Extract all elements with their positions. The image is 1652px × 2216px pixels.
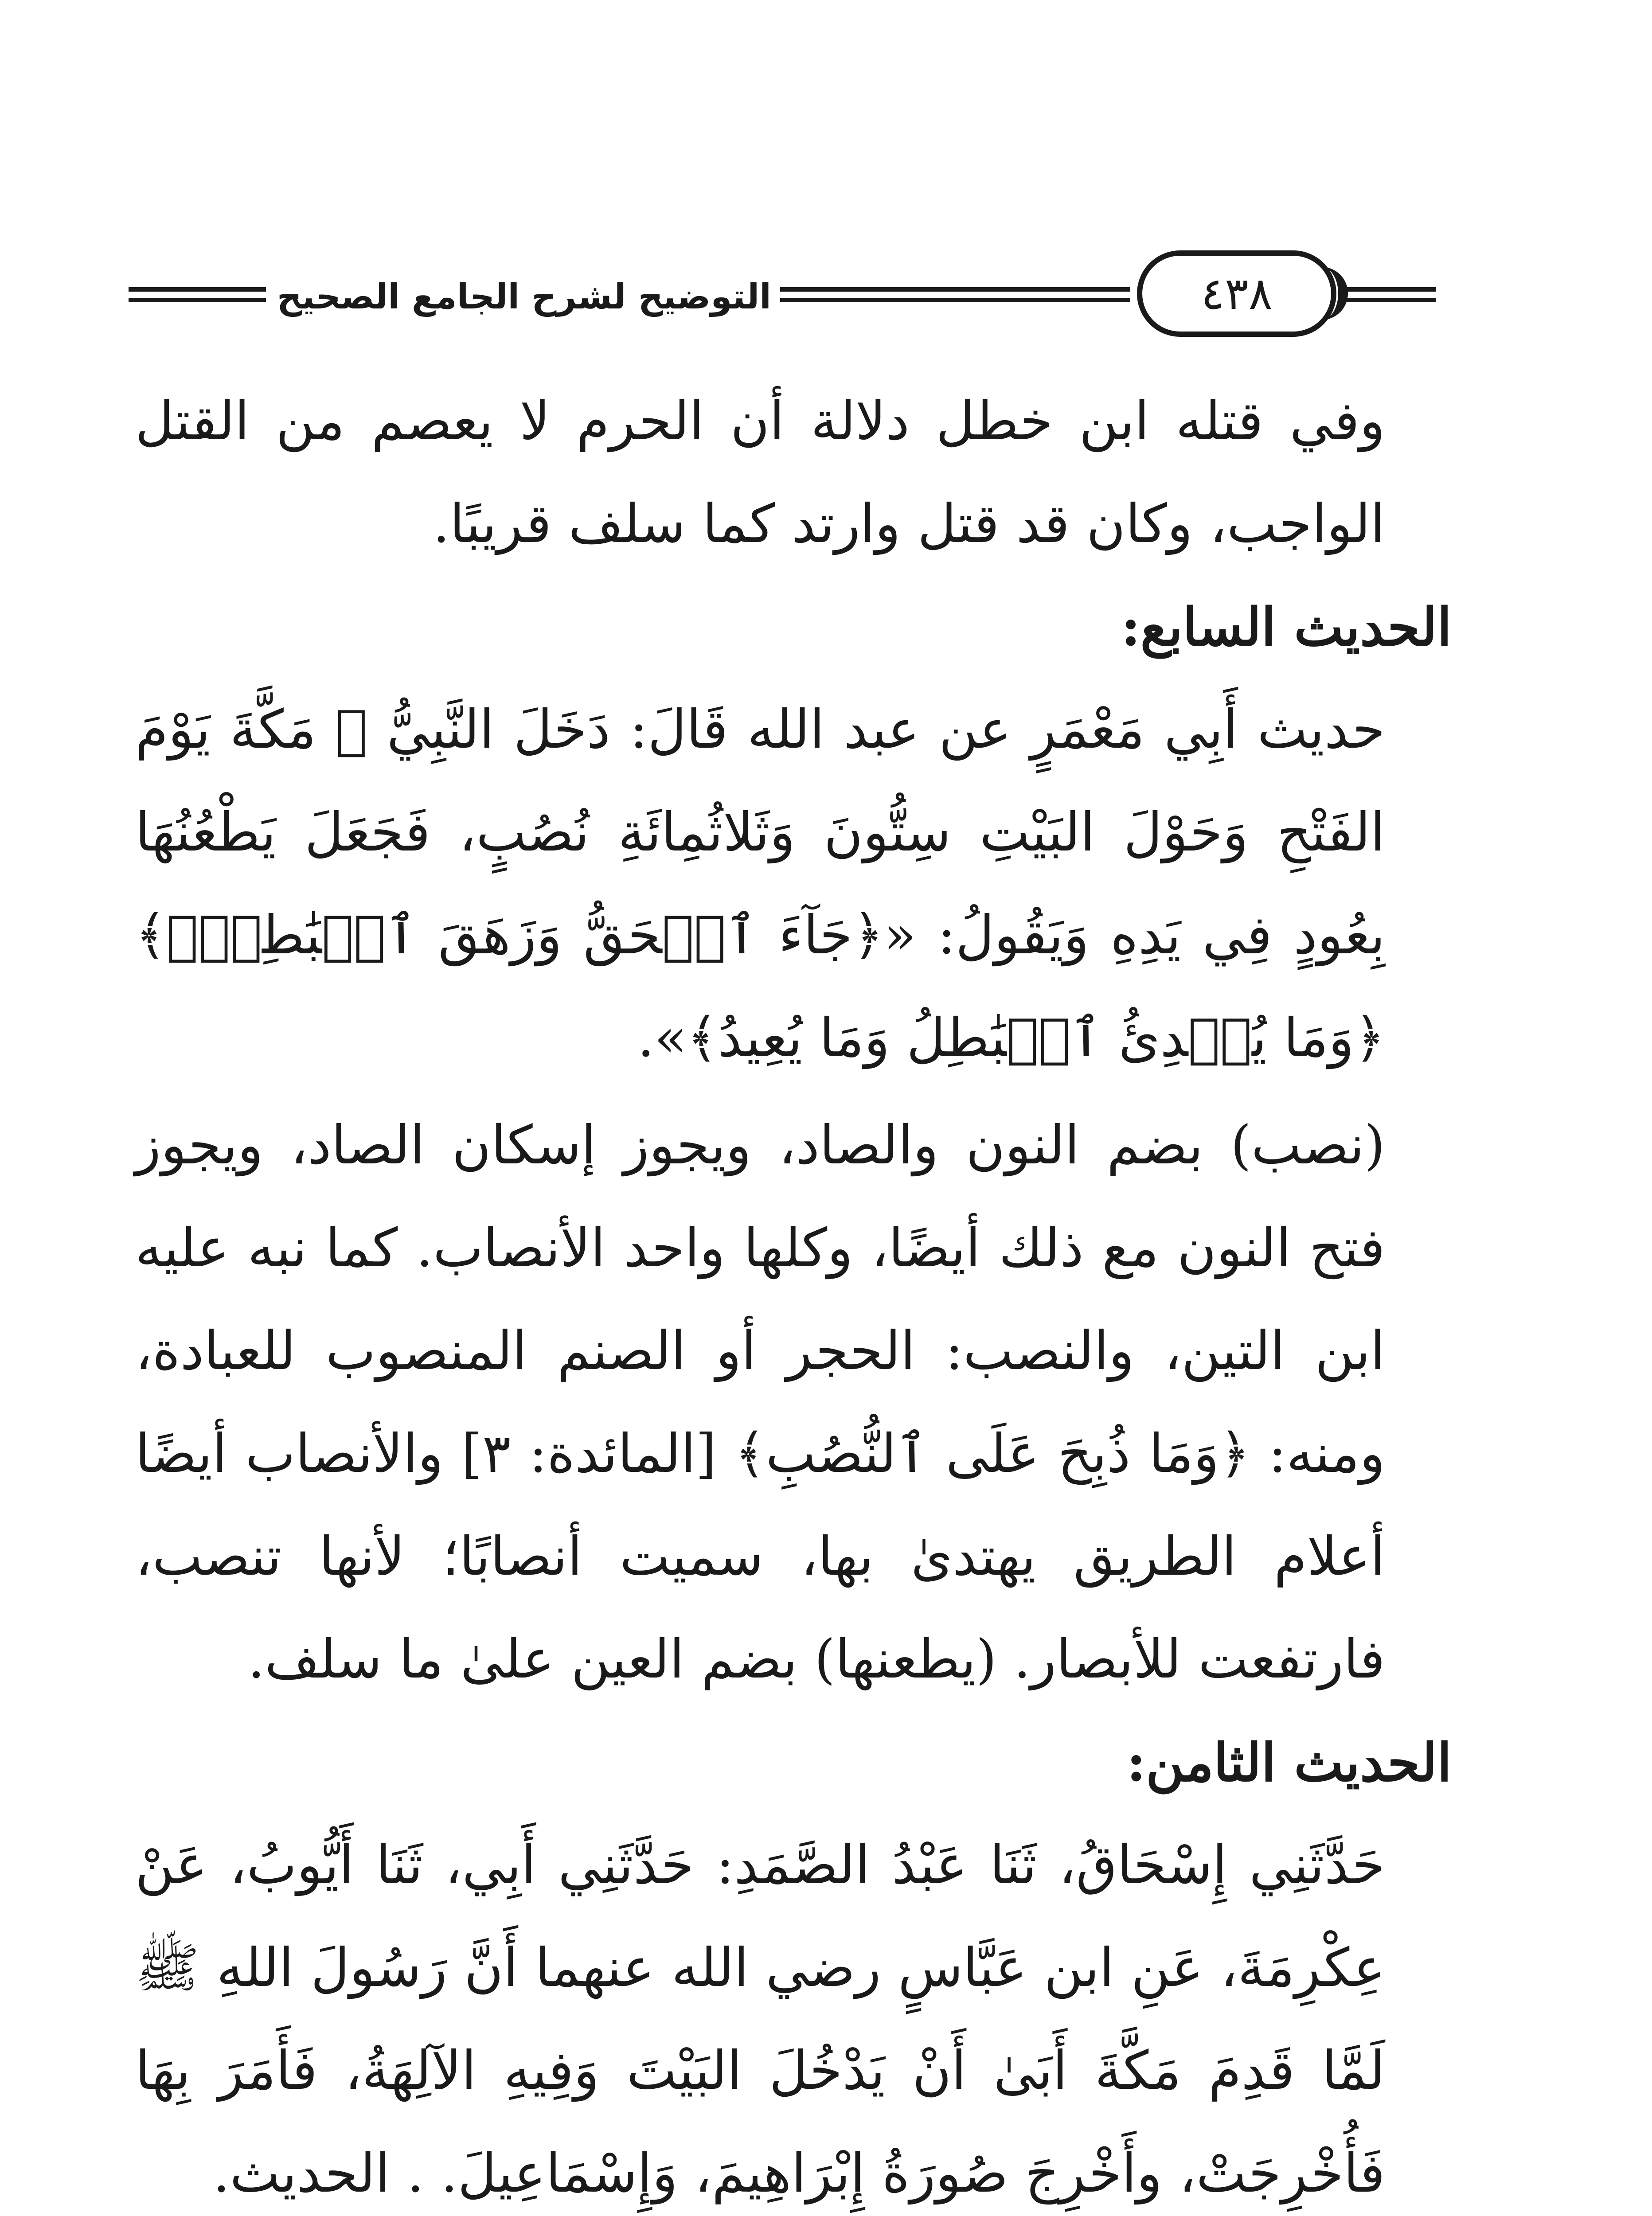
running-header	[129, 239, 1436, 355]
paragraph-hadith-ishaq: حَدَّثَنِي إِسْحَاقُ، ثَنَا عَبْدُ الصَّمَدِ: حَدَّثَنِي أَبِي، ثَنَا أَيُّوبُ، عَنْ عِكْرِمَةَ، عَنِ ابن عَبَّاسٍ رضي الله عنهما أَنَّ رَسُولَ اللهِ ﷺ لَمَّا قَدِمَ مَكَّةَ أَبَىٰ أَنْ يَدْخُلَ البَيْتَ وَفِيهِ الآلِهَةُ، فَأَمَرَ بِهَا فَأُخْرِجَتْ، وأَخْرِجَ صُورَةُ إِبْرَاهِيمَ، وَإِسْمَاعِيلَ. . الحديث.	[135, 1834, 1385, 2204]
paragraph-nusub-explanation: (نصب) بضم النون والصاد، ويجوز إسكان الصاد، ويجوز فتح النون مع ذلك أيضًا، وكلها واحد الأنصاب. كما نبه عليه ابن التين، والنصب: الحجر أو الصنم المنصوب للعبادة، ومنه: ﴿وَمَا ذُبِحَ عَلَى ٱلنُّصُبِ﴾ [المائدة: ٣] والأنصاب أيضًا أعلام الطريق يهتدىٰ بها، سميت أنصابًا؛ لأنها تنصب، فارتفعت للأبصار. (يطعنها) بضم العين علىٰ ما سلف.	[135, 1115, 1386, 1690]
page-number: ٤٣٨	[1201, 268, 1273, 320]
heading-hadith-eighth: الحديث الثامن:	[1126, 1732, 1452, 1793]
heading-hadith-seventh: الحديث السابع:	[1121, 596, 1452, 658]
header-rule-left	[129, 287, 266, 302]
paragraph-ibn-khatal: وفي قتله ابن خطل دلالة أن الحرم لا يعصم من القتل الواجب، وكان قد قتل وارتد كما سلف قريبًا.	[135, 390, 1385, 555]
header-rule-middle	[780, 287, 1130, 302]
paragraph-hadith-abu-mamar: حديث أَبِي مَعْمَرٍ عن عبد الله قَالَ: دَخَلَ النَّبِيُّ ﷺ مَكَّةَ يَوْمَ الفَتْحِ وَحَوْلَ البَيْتِ سِتُّونَ وَثَلاثُمِائَةِ نُصُبٍ، فَجَعَلَ يَطْعُنُهَا بِعُودٍ فِي يَدِهِ وَيَقُولُ: «﴿جَآءَ ٱلۡحَقُّ وَزَهَقَ ٱلۡبَٰطِلُۚ﴾ ﴿وَمَا يُبۡدِئُ ٱلۡبَٰطِلُ وَمَا يُعِيدُ﴾».	[135, 699, 1385, 1069]
book-title: التوضيح لشرح الجامع الصحيح	[277, 277, 771, 317]
page-number-frame	[1137, 250, 1336, 337]
header-rule-right	[1343, 287, 1436, 302]
main-text	[135, 370, 1452, 2216]
